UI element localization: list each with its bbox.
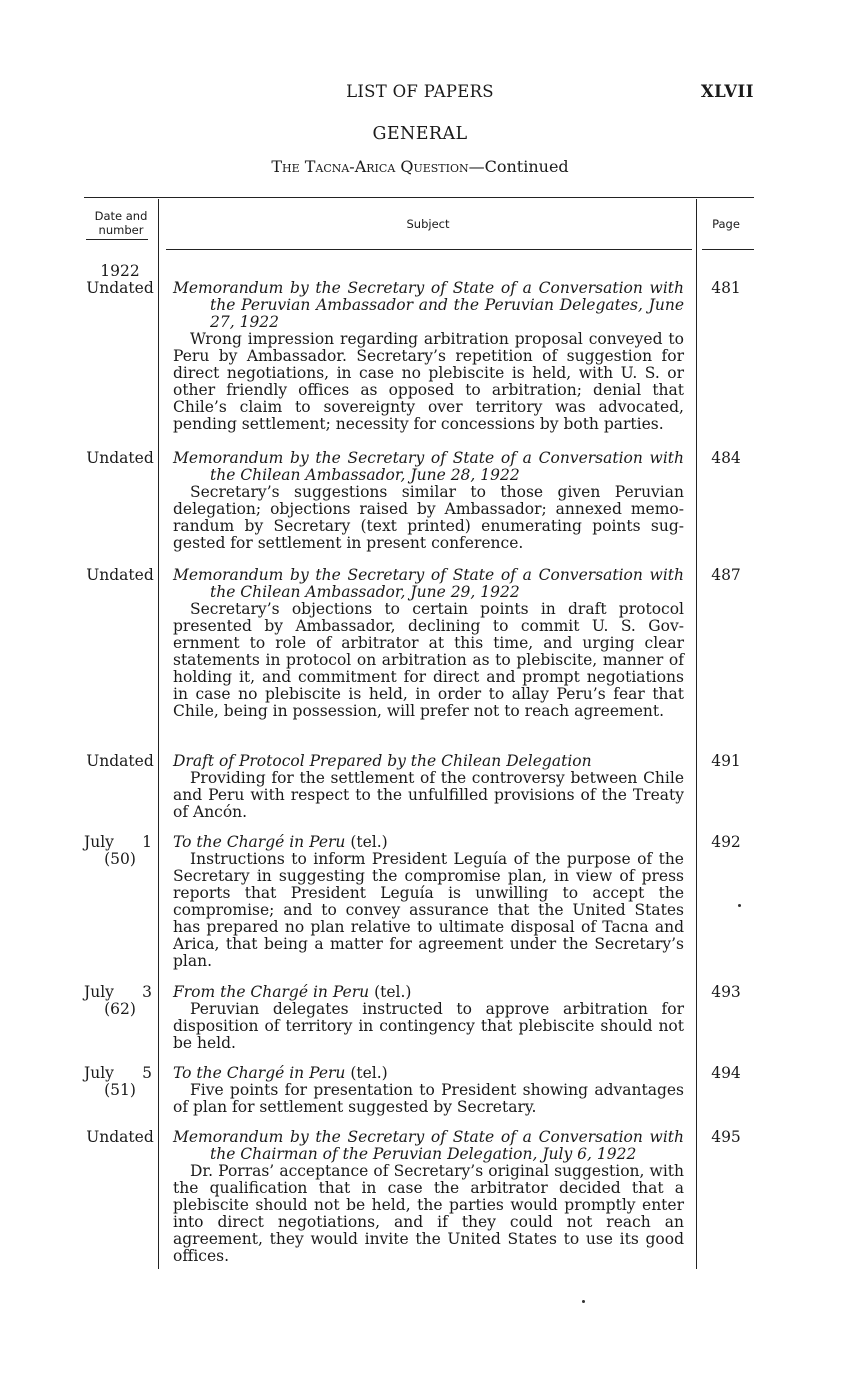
entry-title: Memorandum by the Secretary of State of a Conversation with the Peruvian Ambassador and the Peruvian Delegates, June 27, 1922 <box>173 279 684 331</box>
column-header-date: Date and number <box>94 209 148 237</box>
entry-number: (51) <box>104 1081 136 1099</box>
page-folio: XLVII <box>700 82 754 101</box>
column-divider-date <box>158 199 159 1269</box>
entry-date: Undated <box>86 279 154 297</box>
subsection-suffix: —Continued <box>468 157 569 176</box>
section-title: GENERAL <box>372 124 468 144</box>
entry-tel: (tel.) <box>374 983 412 1001</box>
entry-page: 491 <box>711 752 741 770</box>
entry-page: 481 <box>711 279 741 297</box>
entry-month-day <box>84 1065 156 1082</box>
entry-date: Undated <box>86 566 154 584</box>
date-cell <box>84 567 156 584</box>
entry-summary: Instructions to inform President Leguía of the purpose of the Secretary in suggesting the compromise plan, in view of press reports that President Leguía is unwilling to accept the compromise; and to convey assurance that the United States has prepared no plan relative to ultimate disposal of Tacna and Arica, that being a matter for agreement under the Secretary’s plan. <box>173 850 684 970</box>
entry-summary: Wrong impression regarding arbitration proposal conveyed to Peru by Ambassador. Secretary’s repetition of suggestion for direct negotiations, in case no plebiscite is held, with U. S. or other friendly offices as opposed to arbitration; denial that Chile’s claim to sovereignty over territory was advocated, pending settlement; necessity for concessions by both parties. <box>173 330 684 433</box>
entry-page: 487 <box>711 566 741 584</box>
entry-summary: Peruvian delegates instructed to approve arbitration for disposition of territory in contingency that plebiscite should not be held. <box>173 1000 684 1052</box>
table-top-rule <box>84 197 754 198</box>
subsection-main: The Tacna-Arica Question <box>271 157 469 176</box>
entry-title-line <box>173 1065 684 1082</box>
entry-number: (50) <box>104 850 136 868</box>
entry-number: (62) <box>104 1000 136 1018</box>
entry-tel: (tel.) <box>350 833 388 851</box>
entry-summary: Providing for the settlement of the controversy between Chile and Peru with respect to the unfulfilled provisions of the Treaty of Ancón. <box>173 769 684 821</box>
subject-cell <box>173 1129 684 1265</box>
column-header-page: Page <box>712 217 740 231</box>
date-cell <box>84 753 156 770</box>
entry-month-day <box>84 834 156 851</box>
subject-cell <box>173 753 684 821</box>
subject-cell <box>173 1065 684 1116</box>
running-title: LIST OF PAPERS <box>346 82 494 101</box>
entry-title: To the Chargé in Peru <box>173 1064 346 1082</box>
entry-title: Memorandum by the Secretary of State of a Conversation with the Chairman of the Peruvian Delegation, July 6, 1922 <box>173 1128 684 1163</box>
date-cell <box>84 984 156 1018</box>
date-cell <box>84 834 156 868</box>
entry-page: 484 <box>711 449 741 467</box>
header-rule-page <box>702 249 754 250</box>
entry-year: 1922 <box>100 262 140 280</box>
papers-table <box>84 197 754 1269</box>
subject-cell <box>173 984 684 1052</box>
entry-month: July <box>84 1064 114 1082</box>
subsection-title <box>0 157 840 176</box>
date-cell <box>84 450 156 467</box>
entry-date: Undated <box>86 449 154 467</box>
entry-day: 1 <box>142 833 152 851</box>
entry-title: Memorandum by the Secretary of State of a Conversation with the Chilean Ambassador, June 29, 1922 <box>173 566 684 601</box>
entry-page: 492 <box>711 833 741 851</box>
date-cell <box>84 263 156 297</box>
entry-summary: Secretary’s objections to certain points in draft protocol presented by Ambassador, declining to commit U. S. Government to role of arbitrator at this time, and urging clear statements in protocol on arbitration as to plebiscite, manner of holding it, and commitment for direct and prompt negotiations in case no plebiscite is held, in order to allay Peru’s fear that Chile, being in possession, will prefer not to reach agreement. <box>173 600 684 720</box>
entry-date: Undated <box>86 752 154 770</box>
subject-cell <box>173 280 684 433</box>
entry-title: To the Chargé in Peru <box>173 833 346 851</box>
entry-title: From the Chargé in Peru <box>173 983 370 1001</box>
entry-page: 493 <box>711 983 741 1001</box>
column-divider-page <box>696 199 697 1269</box>
entry-summary: Secretary’s suggestions similar to those given Peruvian delegation; objections raised by Ambassador; annexed memorandum by Secretary (text printed) enumerating points suggested for settlement in present conference. <box>173 483 684 552</box>
entry-day: 3 <box>142 983 152 1001</box>
entry-title-line <box>173 834 684 851</box>
header-rule-subject <box>166 249 692 250</box>
date-cell <box>84 1129 156 1146</box>
entry-month: July <box>84 983 114 1001</box>
print-speck <box>582 1300 585 1303</box>
entry-summary: Five points for presentation to President showing advantages of plan for settlement suggested by Secretary. <box>173 1081 684 1116</box>
subject-cell <box>173 450 684 552</box>
entry-date: Undated <box>86 1128 154 1146</box>
entry-page: 494 <box>711 1064 741 1082</box>
entry-summary: Dr. Porras’ acceptance of Secretary’s original suggestion, with the qualification that in case the arbitrator decided that a plebiscite should not be held, the parties would promptly enter into direct negotiations, and if they could not reach an agreement, they would invite the United States to use its good offices. <box>173 1162 684 1265</box>
header-rule-date <box>86 239 148 240</box>
entry-month-day <box>84 984 156 1001</box>
entry-page: 495 <box>711 1128 741 1146</box>
entry-tel: (tel.) <box>350 1064 388 1082</box>
entry-month: July <box>84 833 114 851</box>
entry-title: Draft of Protocol Prepared by the Chilean Delegation <box>173 752 592 770</box>
entry-title: Memorandum by the Secretary of State of a Conversation with the Chilean Ambassador, June 28, 1922 <box>173 449 684 484</box>
subject-cell <box>173 834 684 970</box>
subject-cell <box>173 567 684 720</box>
print-speck <box>738 904 741 907</box>
column-header-subject: Subject <box>406 217 450 231</box>
entry-title-line <box>173 984 684 1001</box>
date-cell <box>84 1065 156 1099</box>
entry-day: 5 <box>142 1064 152 1082</box>
